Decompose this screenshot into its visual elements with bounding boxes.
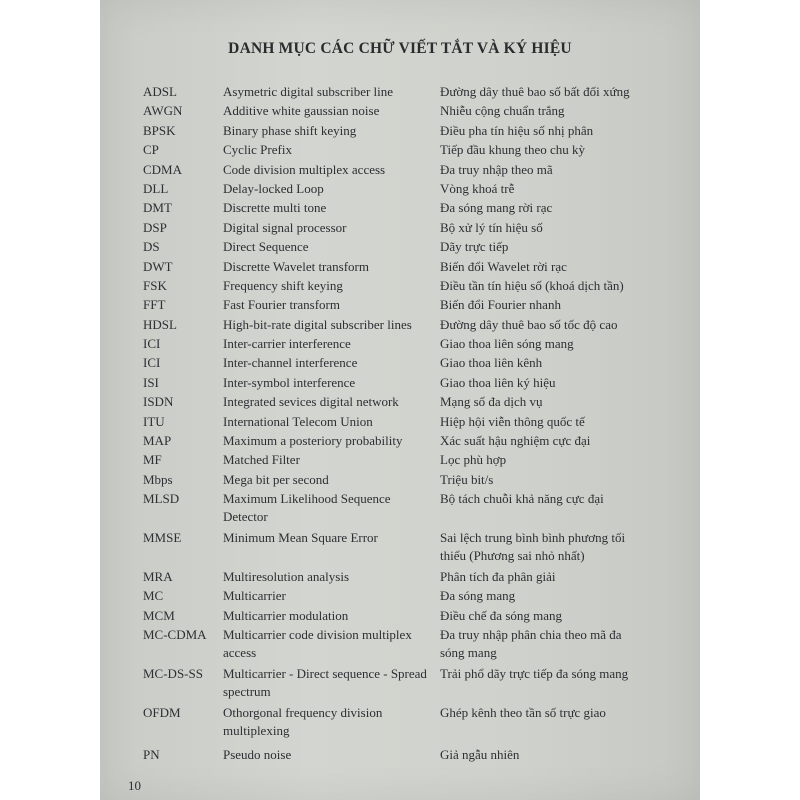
abbreviation: DLL (143, 180, 169, 196)
vietnamese-term: Dãy trực tiếp (440, 239, 509, 255)
abbreviation: DS (143, 239, 160, 255)
page-number: 10 (128, 778, 141, 793)
abbreviation-row (100, 102, 700, 121)
vietnamese-term: Xác suất hậu nghiệm cực đại (440, 433, 591, 449)
abbreviation: FSK (143, 277, 167, 293)
abbreviation: ADSL (143, 84, 177, 99)
vietnamese-term: Lọc phù hợp (440, 452, 507, 468)
vietnamese-term: Bộ tách chuỗi khả năng cực đại (440, 491, 604, 507)
abbreviation: DSP (143, 219, 167, 235)
english-term: Pseudo noise (223, 747, 292, 763)
abbreviation-row (100, 335, 700, 354)
vietnamese-term: Ghép kênh theo tần số trực giao (440, 704, 606, 720)
abbreviation-row (100, 471, 700, 490)
abbreviation: CDMA (143, 161, 183, 177)
english-term: Matched Filter (223, 452, 300, 468)
abbreviation-row (100, 451, 700, 470)
abbreviation: OFDM (143, 704, 181, 720)
abbreviation-row (100, 393, 700, 412)
abbreviation: FFT (143, 297, 166, 313)
english-term: High-bit-rate digital subscriber lines (223, 316, 412, 332)
abbreviation-row (100, 199, 700, 218)
abbreviation: MAP (143, 433, 172, 449)
english-term: Code division multiplex access (223, 161, 386, 177)
vietnamese-term: Sai lệch trung bình bình phương tối thiểu (Phương sai nhỏ nhất) (440, 530, 626, 563)
vietnamese-term: Đường dây thuê bao số bất đối xứng (440, 84, 630, 99)
english-term: Additive white gaussian noise (223, 103, 380, 119)
english-term: Maximum Likelihood Sequence Detector (223, 491, 391, 525)
abbreviation-row (100, 529, 700, 568)
abbreviation-row (100, 296, 700, 315)
vietnamese-term: Giao thoa liên kênh (440, 355, 543, 371)
vietnamese-term: Giả ngẫu nhiên (440, 747, 520, 763)
abbreviation: DMT (143, 200, 172, 216)
abbreviation: Mbps (143, 471, 173, 487)
vietnamese-term: Phân tích đa phân giải (440, 568, 556, 584)
english-term: Digital signal processor (223, 219, 347, 235)
vietnamese-term: Đa sóng mang rời rạc (440, 200, 553, 216)
english-term: Discrette multi tone (223, 200, 327, 216)
abbreviation-row (100, 180, 700, 199)
vietnamese-term: Biến đổi Wavelet rời rạc (440, 258, 567, 274)
english-term: Inter-carrier interference (223, 336, 351, 352)
abbreviation-row (100, 587, 700, 606)
english-term: Inter-channel interference (223, 355, 358, 371)
english-term: International Telecom Union (223, 413, 373, 429)
abbreviation-row (100, 568, 700, 587)
abbreviation: ICI (143, 336, 161, 352)
english-term: Direct Sequence (223, 239, 309, 255)
page-title: DANH MỤC CÁC CHỮ VIẾT TẮT VÀ KÝ HIỆU (228, 40, 572, 57)
abbreviation-row (100, 607, 700, 626)
english-term: Integrated sevices digital network (223, 394, 399, 410)
english-term: Othorgonal frequency division multiplexing (223, 704, 383, 738)
vietnamese-term: Triệu bit/s (440, 471, 494, 487)
vietnamese-term: Nhiễu cộng chuẩn trắng (440, 103, 565, 119)
vietnamese-term: Mạng số đa dịch vụ (440, 394, 543, 410)
vietnamese-term: Giao thoa liên ký hiệu (440, 374, 556, 390)
english-term: Binary phase shift keying (223, 122, 357, 138)
abbreviation-row (100, 704, 700, 743)
vietnamese-term: Đa truy nhập theo mã (440, 161, 553, 177)
english-term: Frequency shift keying (223, 277, 343, 293)
vietnamese-term: Bộ xử lý tín hiệu số (440, 219, 543, 235)
vietnamese-term: Biến đổi Fourier nhanh (440, 297, 561, 313)
abbreviation-row (100, 141, 700, 160)
abbreviation: MF (143, 452, 162, 468)
abbreviation: MC (143, 588, 164, 604)
english-term: Multicarrier (223, 588, 286, 604)
abbreviation-row (100, 626, 700, 665)
english-term: Asymetric digital subscriber line (223, 84, 394, 99)
english-term: Multiresolution analysis (223, 568, 350, 584)
abbreviation-row (100, 122, 700, 141)
vietnamese-term: Đường dây thuê bao số tốc độ cao (440, 316, 618, 332)
abbreviation: MC-CDMA (143, 626, 207, 642)
english-term: Fast Fourier transform (223, 297, 340, 313)
english-term: Minimum Mean Square Error (223, 530, 378, 545)
english-term: Multicarrier - Direct sequence - Spread spectrum (223, 665, 427, 699)
abbreviation: ITU (143, 413, 165, 429)
vietnamese-term: Tiếp đầu khung theo chu kỳ (440, 142, 586, 158)
abbreviation: HDSL (143, 316, 177, 332)
abbreviation: MRA (143, 568, 173, 584)
english-term: Cyclic Prefix (223, 142, 292, 158)
abbreviation: MCM (143, 607, 175, 623)
vietnamese-term: Điều pha tín hiệu số nhị phân (440, 122, 594, 138)
abbreviation: CP (143, 142, 159, 158)
abbreviation-row (100, 432, 700, 451)
abbreviation-row (100, 413, 700, 432)
english-term: Multicarrier code division multiplex access (223, 626, 412, 660)
english-term: Discrette Wavelet transform (223, 258, 369, 274)
abbreviation-row (100, 258, 700, 277)
english-term: Inter-symbol interference (223, 374, 356, 390)
vietnamese-term: Đa sóng mang (440, 588, 516, 604)
abbreviation: MC-DS-SS (143, 665, 203, 681)
abbreviation-list (100, 83, 700, 768)
abbreviation: ISDN (143, 394, 174, 410)
vietnamese-term: Giao thoa liên sóng mang (440, 336, 574, 352)
english-term: Delay-locked Loop (223, 180, 324, 196)
english-term: Multicarrier modulation (223, 607, 349, 623)
abbreviation-row (100, 354, 700, 373)
vietnamese-term: Vòng khoá trễ (440, 180, 515, 196)
abbreviation-row (100, 277, 700, 296)
abbreviation: BPSK (143, 122, 176, 138)
abbreviation: ICI (143, 355, 161, 371)
abbreviation-row (100, 374, 700, 393)
english-term: Maximum a posteriory probability (223, 433, 403, 449)
abbreviation-row (100, 746, 700, 768)
abbreviation-row (100, 665, 700, 704)
vietnamese-term: Hiệp hội viễn thông quốc tế (440, 413, 585, 429)
abbreviation: MMSE (143, 530, 182, 545)
abbreviation-row (100, 83, 700, 102)
abbreviation-row (100, 161, 700, 180)
english-term: Mega bit per second (223, 471, 329, 487)
book-page (100, 0, 700, 800)
abbreviation: MLSD (143, 491, 180, 507)
abbreviation: AWGN (143, 103, 183, 119)
abbreviation: DWT (143, 258, 173, 274)
vietnamese-term: Đa truy nhập phân chia theo mã đa sóng mang (440, 626, 622, 660)
abbreviation-row (100, 316, 700, 335)
abbreviation: PN (143, 747, 160, 763)
vietnamese-term: Điều chế đa sóng mang (440, 607, 563, 623)
vietnamese-term: Điều tần tín hiệu số (khoá dịch tần) (440, 277, 624, 293)
abbreviation-row (100, 219, 700, 238)
abbreviation: ISI (143, 374, 159, 390)
abbreviation-row (100, 238, 700, 257)
abbreviation-row (100, 490, 700, 529)
vietnamese-term: Trải phổ dãy trực tiếp đa sóng mang (440, 665, 629, 681)
